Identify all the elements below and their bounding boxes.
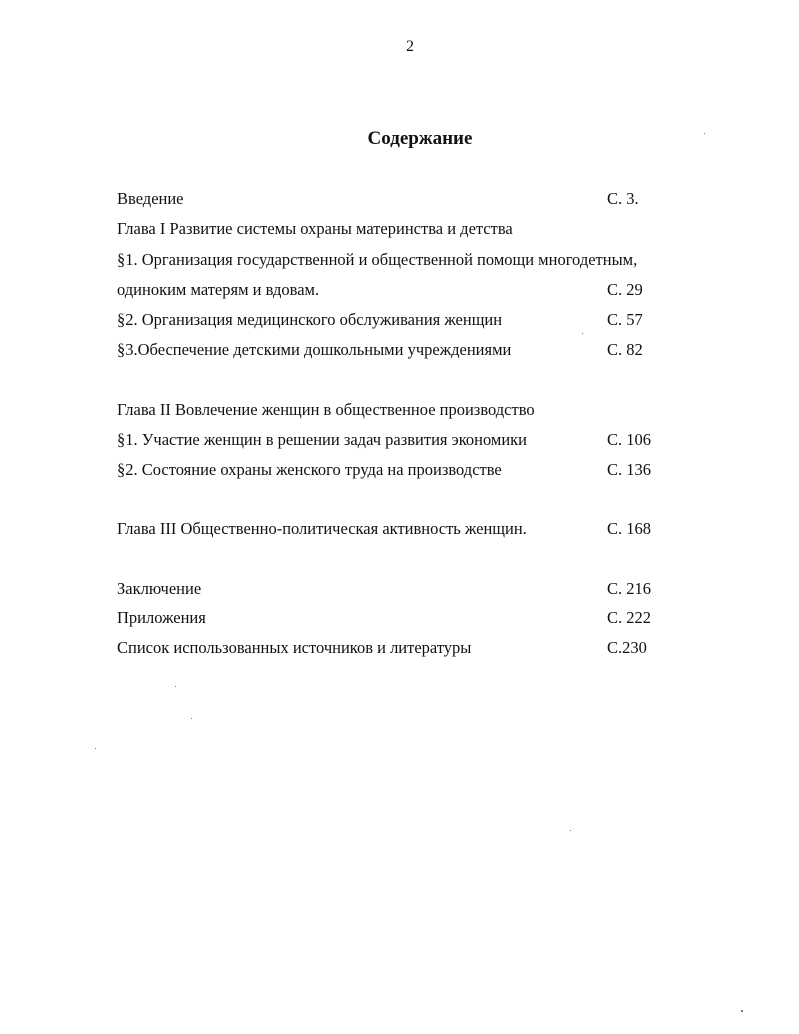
scan-speck [191,718,192,719]
scan-speck [175,686,176,687]
toc-ch1-section1-line2: одиноким матерям и вдовам. [117,280,320,299]
toc-ch1-section1-line1: §1. Организация государственной и общественной помощи многодетным, [117,250,638,269]
scan-speck [741,1010,743,1012]
toc-intro-page: С. 3. [607,189,639,208]
toc-ch1-section3-label: §3.Обеспечение детскими дошкольными учреждениями [117,340,512,359]
page-number: 2 [406,38,414,55]
scan-speck [95,748,96,749]
toc-ch2-section1-page: С. 106 [607,430,652,449]
toc-ch1-section2-page: С. 57 [607,310,643,329]
scan-speck [704,133,705,134]
toc-ch1-section2-label: §2. Организация медицинского обслуживания женщин [117,310,503,329]
toc-chapter3-page: С. 168 [607,519,652,538]
toc-appendix-label: Приложения [117,608,206,627]
toc-conclusion-label: Заключение [117,579,202,598]
toc-sources-page: С.230 [607,638,647,657]
toc-intro-label: Введение [117,189,184,208]
scan-speck [570,830,571,831]
toc-ch2-section1-label: §1. Участие женщин в решении задач развития экономики [117,430,528,449]
toc-chapter3-label: Глава III Общественно-политическая активность женщин. [117,519,527,538]
toc-ch2-section2-page: С. 136 [607,460,652,479]
toc-ch2-section2-label: §2. Состояние охраны женского труда на производстве [117,460,502,479]
toc-ch1-section1-page: С. 29 [607,280,643,299]
toc-chapter2-label: Глава II Вовлечение женщин в общественное производство [117,400,535,419]
toc-ch1-section3-page: С. 82 [607,340,643,359]
toc-chapter1-label: Глава I Развитие системы охраны материнства и детства [117,219,513,238]
toc-sources-label: Список использованных источников и литературы [117,638,472,657]
toc-conclusion-page: С. 216 [607,579,652,598]
toc-appendix-page: С. 222 [607,608,652,627]
page-title: Содержание [367,128,473,149]
scan-speck [582,333,583,334]
